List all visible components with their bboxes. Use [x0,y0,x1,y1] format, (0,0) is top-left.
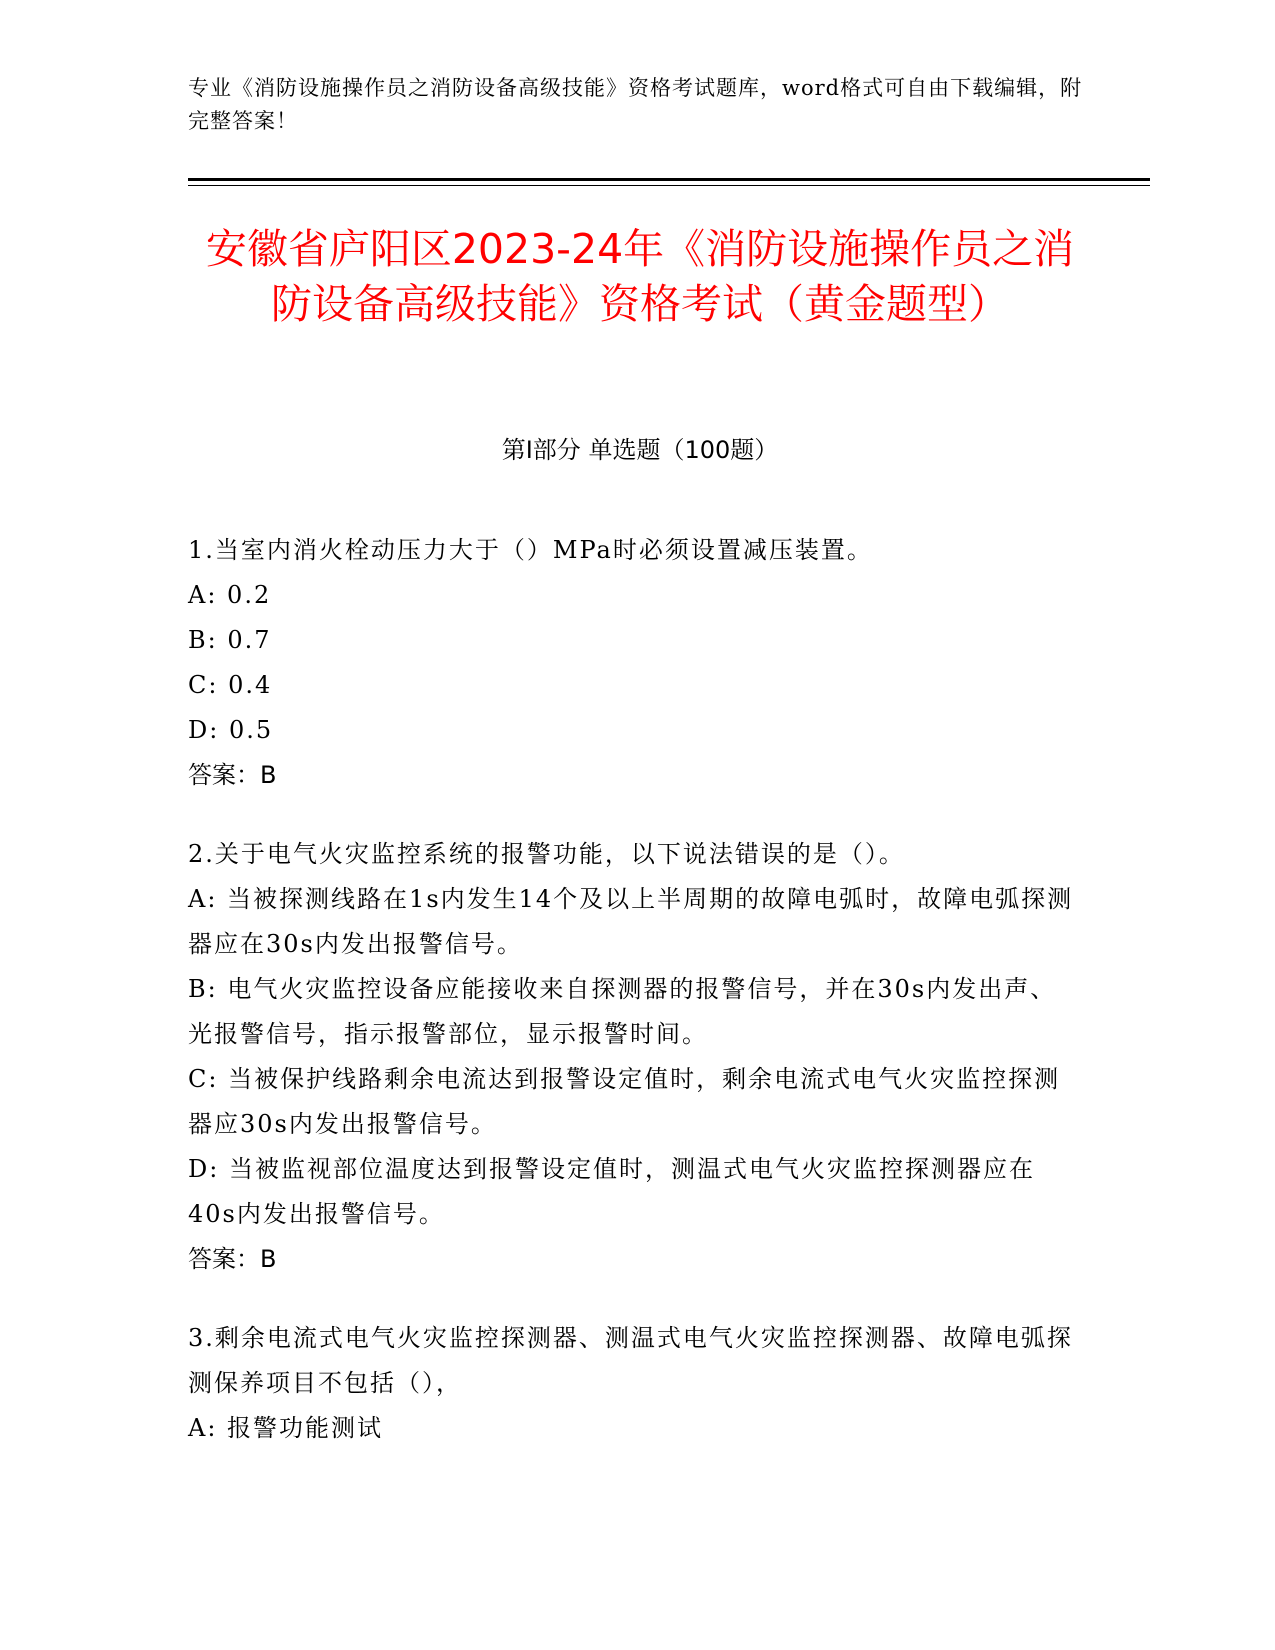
answer-line: 答案：B [188,761,277,789]
option-c: C: 当被保护线路剩余电流达到报警设定值时，剩余电流式电气火灾监控探测器应30s内发出报警信号。 [188,1065,1061,1138]
question-stem: 2.关于电气火灾监控系统的报警功能，以下说法错误的是（）。 [188,840,905,868]
option-a: A: 当被探测线路在1s内发生14个及以上半周期的故障电弧时，故障电弧探测器应在30s内发出报警信号。 [188,885,1074,958]
question-stem: 3.剩余电流式电气火灾监控探测器、测温式电气火灾监控探测器、故障电弧探测保养项目不包括（）， [188,1324,1073,1397]
option-a: A: 报警功能测试 [188,1414,384,1442]
header-divider-thick [188,178,1150,181]
answer-line: 答案：B [188,1245,277,1273]
option-a: A: 0.2 [188,581,272,609]
header-divider-thin [188,185,1150,186]
document-title: 安徽省庐阳区2023-24年《消防设施操作员之消防设备高级技能》资格考试（黄金题型） [205,225,1075,328]
section-heading: 第Ⅰ部分 单选题（100题） [501,436,779,464]
option-d: D: 当被监视部位温度达到报警设定值时，测温式电气火灾监控探测器应在40s内发出报警信号。 [188,1155,1035,1228]
question-stem: 1.当室内消火栓动压力大于（）MPa时必须设置减压装置。 [188,536,873,564]
header-note: 专业《消防设施操作员之消防设备高级技能》资格考试题库，word格式可自由下载编辑，附完整答案！ [188,76,1083,133]
option-b: B: 0.7 [188,626,272,654]
question-1 [188,528,1078,798]
question-list [188,528,1078,1485]
question-2 [188,832,1078,1282]
option-d: D: 0.5 [188,716,274,744]
option-c: C: 0.4 [188,671,273,699]
question-3 [188,1316,1078,1451]
option-b: B: 电气火灾监控设备应能接收来自探测器的报警信号，并在30s内发出声、光报警信号，指示报警部位，显示报警时间。 [188,975,1057,1048]
